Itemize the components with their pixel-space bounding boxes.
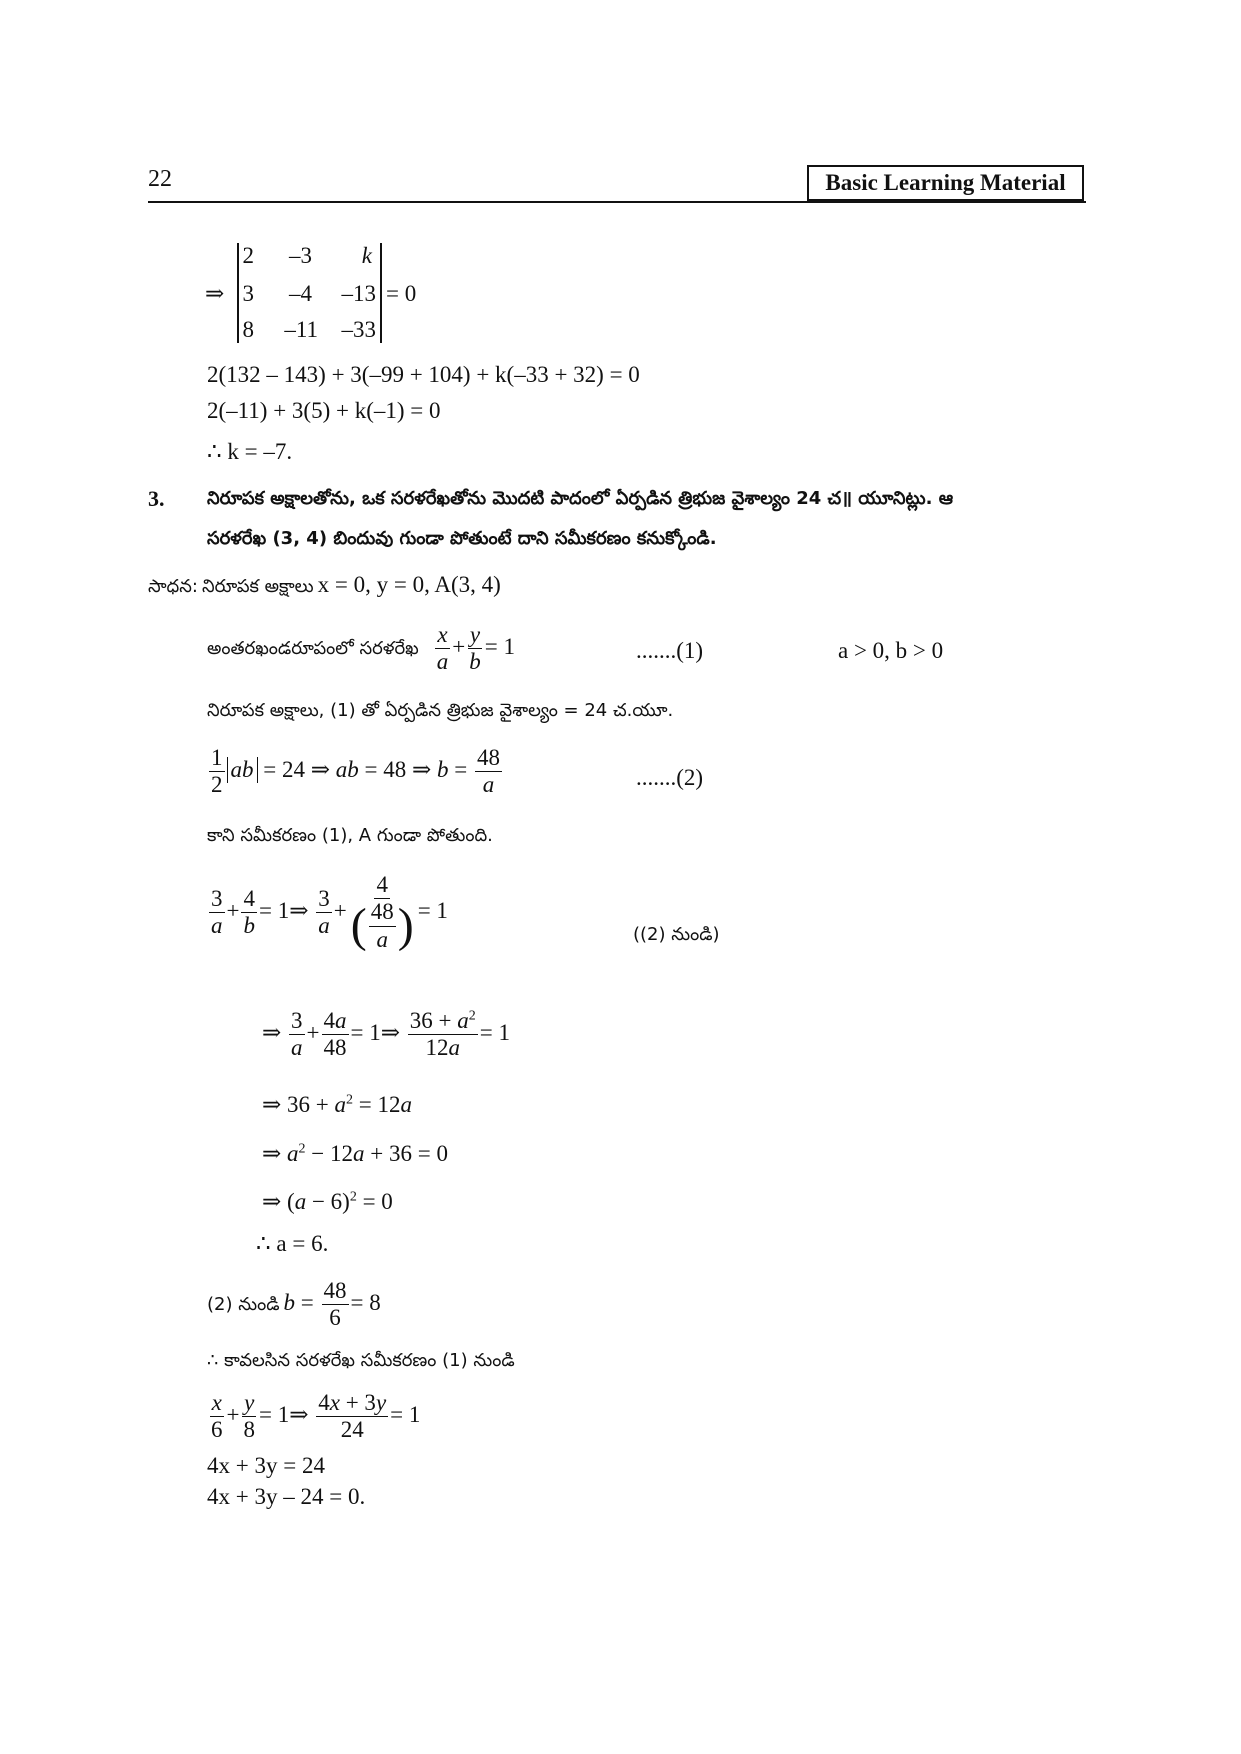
header-rule [148,201,1086,203]
equation-ref-2: .......(2) [636,765,704,790]
expansion-line-3: ∴ k = –7. [207,439,293,464]
simplify-step-4: ⇒ $(a - 6)^2 = 0$ [262,1189,393,1214]
value-of-a: ∴ a = 6. [256,1231,329,1256]
det-cell: –13 [341,281,376,306]
question-line-2: సరళరేఖ (3, 4) బిందువు గుండా పోతుంటే దాని సమీకరణం కనుక్కోండి. [207,528,717,549]
value-of-b: b = $\frac{48}{6}$ = 8 [283,1278,381,1331]
det-equals: = 0 [386,281,417,306]
intercept-form-line [207,622,515,676]
det-cell: k [361,243,372,268]
question-line-1: నిరూపక అక్షాలతోను, ఒక సరళరేఖతోను మొదటి పాదంలో ఏర్పడిన త్రిభుజ వైశాల్యం 24 చ॥ యూనిట్లు. ఆ [207,488,954,509]
det-right-bar [380,243,382,343]
final-equation-1: 4x + 3y = 24 [207,1453,325,1478]
expansion-line-1: 2(132 – 143) + 3(–99 + 104) + k(–33 + 32) = 0 [207,362,640,387]
det-cell: –4 [289,281,312,306]
value-of-b-line [207,1278,381,1332]
from-equation-2-note: ((2) నుండి) [633,924,720,945]
equation-ref-1: .......(1) [636,638,704,663]
intercept-equation: $\frac{x}{a}$ + $\frac{y}{b}$ = 1 [436,622,515,675]
b-prefix: (2) నుండి [207,1294,280,1316]
simplify-step-3: ⇒ $a^2 - 12a + 36 = 0$ [262,1141,448,1166]
header-title: Basic Learning Material [807,165,1084,201]
det-cell: 2 [242,243,254,268]
final-equation-2: 4x + 3y – 24 = 0. [207,1484,366,1509]
page-number: 22 [148,166,172,192]
substitution-equation: $\frac{3}{a}$ + $\frac{4}{b}$ = 1⇒ $\frac{3}{a}$ + 4 ( $\frac{48}{a}$ ) = 1 [211,872,448,953]
area-statement: నిరూపక అక్షాలు, (1) తో ఏర్పడిన త్రిభుజ వైశాల్యం = 24 చ.యూ. [207,700,674,721]
det-cell: –11 [284,317,318,342]
passes-through-statement: కాని సమీకరణం (1), A గుండా పోతుంది. [207,825,493,846]
axes-math: x = 0, y = 0, A(3, 4) [317,572,501,597]
det-cell: 8 [242,317,254,342]
det-cell: –33 [341,317,376,342]
question-number: 3. [148,486,165,511]
det-cell: 3 [242,281,254,306]
simplify-step-2: ⇒ $36 + a^2 = 12a$ [262,1092,412,1117]
axes-text: నిరూపక అక్షాలు [201,576,314,597]
simplify-step-1: ⇒ $\frac{3}{a}$ + $\frac{4a}{48}$ = 1⇒ $\frac{36 + a^2}{12a}$ = 1 [262,1008,510,1061]
solution-line-axes [148,572,501,601]
intercept-text: అంతరఖండరూపంలో సరళరేఖ [207,638,419,660]
required-equation-statement: ∴ కావలసిన సరళరేఖ సమీకరణం (1) నుండి [207,1350,515,1371]
intercept-condition: a > 0, b > 0 [838,638,944,663]
final-equation-step: $\frac{x}{6}$ + $\frac{y}{8}$ = 1⇒ $\frac{4x + 3y}{24}$ = 1 [211,1390,421,1443]
area-equation: $\frac{1}{2}$ ab = 24 ⇒ ab = 48 ⇒ b = $\frac{48}{a}$ [211,745,500,798]
det-cell: –3 [289,243,312,268]
expansion-line-2: 2(–11) + 3(5) + k(–1) = 0 [207,398,441,423]
implies-arrow: ⇒ [205,281,225,306]
solution-label: సాధన: [148,576,198,597]
